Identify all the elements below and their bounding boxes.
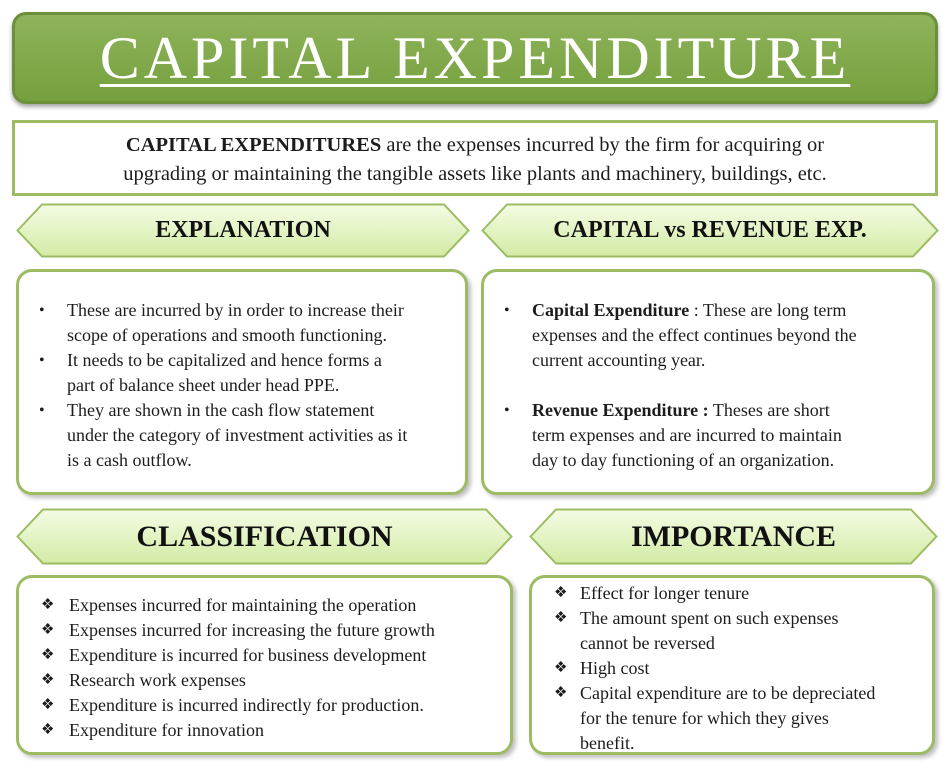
page-title: CAPITAL EXPENDITURE bbox=[99, 24, 851, 91]
list-item-line bbox=[532, 398, 932, 423]
revenue-text: Theses are short bbox=[708, 400, 830, 420]
list-item-line: Capital expenditure are to be depreciated bbox=[580, 683, 876, 703]
list-item-line: under the category of investment activities as it bbox=[67, 425, 408, 445]
capital-vs-revenue-list bbox=[484, 298, 932, 473]
explanation-list bbox=[19, 298, 465, 473]
list-item bbox=[532, 656, 932, 681]
definition-text: are the expenses incurred by the firm for acquiring or bbox=[381, 134, 825, 156]
list-item-line: The amount spent on such expenses bbox=[580, 608, 839, 628]
capital-vs-revenue-header bbox=[481, 203, 939, 258]
list-item-line: is a cash outflow. bbox=[67, 450, 192, 470]
list-item bbox=[19, 398, 465, 473]
explanation-heading: EXPLANATION bbox=[155, 217, 331, 243]
list-item-line: High cost bbox=[580, 658, 650, 678]
explanation-box bbox=[16, 269, 468, 495]
list-item-line: benefit. bbox=[580, 733, 635, 753]
four-diamond-icon: ❖ bbox=[554, 585, 568, 601]
list-item-text: Expenses incurred for maintaining the operation bbox=[69, 595, 417, 615]
definition-box bbox=[12, 120, 938, 196]
list-item bbox=[484, 398, 932, 473]
list-item bbox=[19, 643, 510, 668]
definition-term: CAPITAL EXPENDITURES bbox=[125, 134, 382, 156]
list-item-line: • They are shown in the cash flow statement bbox=[67, 400, 375, 420]
importance-list bbox=[532, 581, 932, 756]
importance-header bbox=[529, 508, 938, 565]
four-diamond-icon: ❖ bbox=[41, 672, 55, 688]
list-item-line: cannot be reversed bbox=[580, 633, 715, 653]
definition-line-2: upgrading or maintaining the tangible assets like plants and machinery, buildings, etc. bbox=[123, 163, 827, 185]
list-item-line: • It needs to be capitalized and hence forms a bbox=[67, 350, 382, 370]
four-diamond-icon: ❖ bbox=[554, 610, 568, 626]
list-item-line: term expenses and are incurred to maintain bbox=[532, 425, 842, 445]
capital-term: Capital Expenditure bbox=[532, 300, 690, 320]
four-diamond-icon: ❖ bbox=[41, 647, 55, 663]
capital-vs-revenue-box bbox=[481, 269, 935, 495]
list-item-line bbox=[532, 298, 932, 323]
list-item-text: Expenses incurred for increasing the future growth bbox=[69, 620, 435, 640]
four-diamond-icon: ❖ bbox=[554, 685, 568, 701]
list-item-line: part of balance sheet under head PPE. bbox=[67, 375, 340, 395]
list-item bbox=[19, 693, 510, 718]
list-item bbox=[19, 668, 510, 693]
list-item bbox=[19, 593, 510, 618]
definition-line-1 bbox=[29, 131, 921, 160]
list-item-line: Effect for longer tenure bbox=[580, 583, 750, 603]
list-item-line: expenses and the effect continues beyond the bbox=[532, 325, 857, 345]
four-diamond-icon: ❖ bbox=[554, 660, 568, 676]
list-item bbox=[532, 681, 932, 756]
list-item bbox=[19, 348, 465, 398]
importance-heading: IMPORTANCE bbox=[630, 519, 837, 553]
list-item bbox=[484, 298, 932, 373]
list-item-line: for the tenure for which they gives bbox=[580, 708, 829, 728]
four-diamond-icon: ❖ bbox=[41, 697, 55, 713]
revenue-term: Revenue Expenditure : bbox=[532, 400, 709, 420]
list-item bbox=[532, 606, 932, 656]
list-item-text: Expenditure is incurred indirectly for production. bbox=[69, 695, 424, 715]
list-item bbox=[19, 718, 510, 743]
four-diamond-icon: ❖ bbox=[41, 622, 55, 638]
list-item bbox=[532, 581, 932, 606]
classification-box bbox=[16, 575, 513, 755]
list-item bbox=[19, 298, 465, 348]
list-item-text: Expenditure for innovation bbox=[69, 720, 264, 740]
list-item-text: Research work expenses bbox=[69, 670, 246, 690]
classification-header bbox=[16, 508, 513, 565]
importance-box bbox=[529, 575, 935, 755]
list-item-line: • These are incurred by in order to increase their bbox=[67, 300, 404, 320]
capital-vs-revenue-heading: CAPITAL vs REVENUE EXP. bbox=[553, 217, 867, 243]
list-item-line: current accounting year. bbox=[532, 350, 706, 370]
list-item-text: Expenditure is incurred for business development bbox=[69, 645, 427, 665]
classification-heading: CLASSIFICATION bbox=[136, 519, 393, 553]
list-item-line: day to day functioning of an organization. bbox=[532, 450, 835, 470]
explanation-header bbox=[16, 203, 470, 258]
capital-text: : These are long term bbox=[689, 300, 847, 320]
title-banner bbox=[12, 12, 938, 104]
classification-list bbox=[19, 593, 510, 743]
list-item-line: scope of operations and smooth functioning. bbox=[67, 325, 387, 345]
list-item bbox=[19, 618, 510, 643]
four-diamond-icon: ❖ bbox=[41, 722, 55, 738]
four-diamond-icon: ❖ bbox=[41, 597, 55, 613]
